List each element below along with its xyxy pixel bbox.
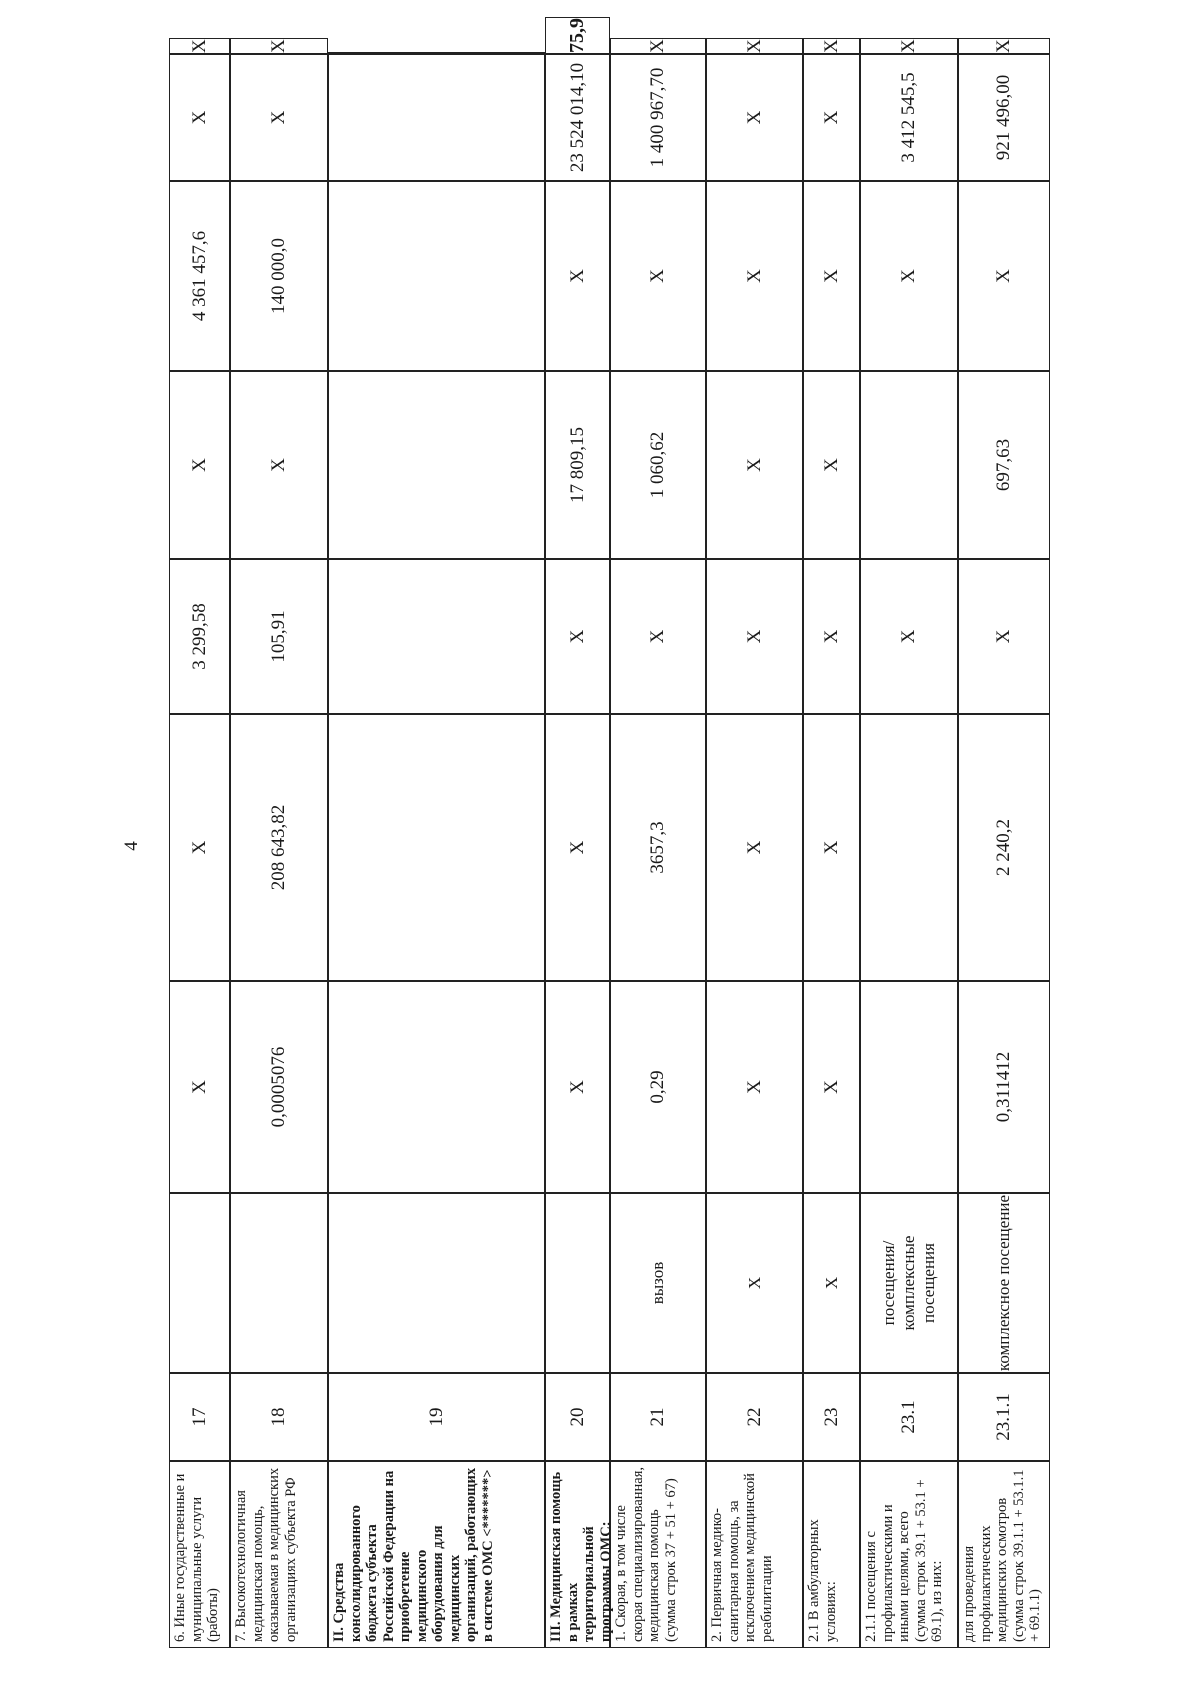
row-4-c3-text: X bbox=[566, 629, 588, 644]
row-9-c2 bbox=[958, 714, 1050, 981]
row-8-c1 bbox=[860, 981, 958, 1193]
row-5-c3 bbox=[610, 559, 706, 714]
row-3-c4 bbox=[328, 371, 545, 559]
row-3-c3 bbox=[328, 559, 545, 714]
row-1-c2 bbox=[169, 714, 230, 981]
row-4-c6 bbox=[545, 54, 610, 181]
row-5-unit-text: вызов bbox=[648, 1261, 667, 1305]
row-8-c5-text: X bbox=[898, 269, 919, 283]
row-8-c4 bbox=[860, 371, 958, 559]
row-9-c5-text: X bbox=[993, 269, 1014, 283]
row-5-c7 bbox=[610, 38, 706, 54]
row-2-c1-text: 0,0005076 bbox=[268, 1046, 289, 1128]
row-3-label bbox=[328, 1461, 545, 1648]
row-8-label bbox=[860, 1461, 958, 1648]
row-4-c5 bbox=[545, 181, 610, 371]
row-4-c6-text: 23 524 014,10 bbox=[566, 62, 588, 173]
row-5-c2 bbox=[610, 714, 706, 981]
row-7-row-no-text: 23 bbox=[820, 1407, 842, 1427]
row-2-unit bbox=[230, 1193, 328, 1373]
row-4-label-text: III. Медицинская помощь в рамках территориальной программы ОМС: bbox=[548, 1471, 614, 1642]
row-7-c4-text: X bbox=[820, 458, 842, 472]
row-9-label bbox=[958, 1461, 1050, 1648]
row-8-c6 bbox=[860, 54, 958, 181]
row-6-c3 bbox=[706, 559, 803, 714]
row-2-c4 bbox=[230, 371, 328, 559]
row-6-c5-text: X bbox=[743, 269, 765, 283]
row-9-c6-text: 921 496,00 bbox=[993, 74, 1014, 161]
row-7-c2-text: X bbox=[820, 840, 842, 855]
row-4-c1 bbox=[545, 981, 610, 1193]
row-3-c2 bbox=[328, 714, 545, 981]
row-1-row-no bbox=[169, 1373, 230, 1461]
row-4-c1-text: X bbox=[566, 1080, 588, 1094]
row-2-c2 bbox=[230, 714, 328, 981]
row-2-c6-text: X bbox=[268, 110, 289, 125]
row-6-c4 bbox=[706, 371, 803, 559]
row-4-c4 bbox=[545, 371, 610, 559]
row-2-c7-text: X bbox=[268, 39, 289, 53]
row-9-unit bbox=[958, 1193, 1050, 1373]
row-8-row-no bbox=[860, 1373, 958, 1461]
row-9-c7-text: X bbox=[993, 39, 1014, 53]
row-1-c6 bbox=[169, 54, 230, 181]
row-3-c6 bbox=[328, 54, 545, 181]
row-7-c5 bbox=[803, 181, 860, 371]
row-9-row-no bbox=[958, 1373, 1050, 1461]
row-4-c5-text: X bbox=[566, 269, 588, 283]
row-7-c6-text: X bbox=[820, 110, 842, 125]
row-6-c2-text: X bbox=[743, 840, 765, 855]
row-6-c1-text: X bbox=[743, 1080, 765, 1094]
row-9-c5 bbox=[958, 181, 1050, 371]
row-5-unit bbox=[610, 1193, 706, 1373]
row-1-c4-text: X bbox=[188, 458, 210, 472]
row-4-c2 bbox=[545, 714, 610, 981]
row-1-label bbox=[169, 1461, 230, 1648]
row-5-c7-text: X bbox=[647, 39, 668, 53]
row-5-c6-text: 1 400 967,70 bbox=[647, 67, 668, 168]
row-2-row-no-text: 18 bbox=[268, 1407, 289, 1427]
row-1-row-no-text: 17 bbox=[188, 1407, 210, 1427]
row-7-c5-text: X bbox=[820, 269, 842, 283]
row-6-c6 bbox=[706, 54, 803, 181]
row-9-c6 bbox=[958, 54, 1050, 181]
row-2-c3-text: 105,91 bbox=[268, 610, 289, 663]
row-9-c2-text: 2 240,2 bbox=[993, 819, 1014, 876]
row-7-c3-text: X bbox=[820, 629, 842, 644]
row-4-row-no-text: 20 bbox=[566, 1407, 588, 1427]
row-8-unit-text: посещения/комплексные посещения bbox=[879, 1235, 938, 1331]
row-8-row-no-text: 23.1 bbox=[898, 1400, 919, 1434]
row-5-c2-text: 3657,3 bbox=[647, 821, 668, 874]
row-7-c2 bbox=[803, 714, 860, 981]
row-7-label bbox=[803, 1461, 860, 1648]
row-5-row-no bbox=[610, 1373, 706, 1461]
row-2-c5 bbox=[230, 181, 328, 371]
row-2-c5-text: 140 000,0 bbox=[268, 238, 289, 314]
row-2-c1 bbox=[230, 981, 328, 1193]
row-7-c1 bbox=[803, 981, 860, 1193]
row-2-c7 bbox=[230, 38, 328, 54]
row-8-unit bbox=[860, 1193, 958, 1373]
row-1-unit bbox=[169, 1193, 230, 1373]
row-7-label-text: 2.1 В амбулаторных условиях: bbox=[806, 1519, 839, 1642]
row-4-c7-text: 75,9 bbox=[566, 18, 588, 53]
row-1-label-text: 6. Иные государственные и муниципальные услуги (работы) bbox=[172, 1473, 222, 1642]
row-9-c3 bbox=[958, 559, 1050, 714]
row-1-c3 bbox=[169, 559, 230, 714]
row-7-c7 bbox=[803, 38, 860, 54]
row-6-c7 bbox=[706, 38, 803, 54]
row-9-row-no-text: 23.1.1 bbox=[993, 1393, 1014, 1441]
row-6-row-no bbox=[706, 1373, 803, 1461]
row-2-label-text: 7. Высокотехнологичная медицинская помощь, оказываемая в медицинских организациях субъекта РФ bbox=[233, 1467, 299, 1642]
row-5-c1-text: 0,29 bbox=[647, 1070, 668, 1104]
row-6-c4-text: X bbox=[743, 458, 765, 472]
row-9-unit-text: комплексное посещение bbox=[994, 1194, 1013, 1372]
row-2-c2-text: 208 643,82 bbox=[268, 804, 289, 891]
row-5-c5-text: X bbox=[647, 269, 668, 283]
row-3-label-text: II. Средства консолидированного бюджета субъекта Российской Федерации на приобретение медицинского оборудования для медицинских организаций, работающих в системе ОМС <*******> bbox=[331, 1467, 496, 1642]
row-5-c6 bbox=[610, 54, 706, 181]
row-6-c6-text: X bbox=[743, 110, 765, 125]
row-1-c7-text: X bbox=[188, 39, 210, 53]
row-5-label-text: 1. Скорая, в том числе скорая специализированная, медицинская помощь (сумма строк 37 + 51 + 67) bbox=[613, 1466, 679, 1642]
row-5-c4-text: 1 060,62 bbox=[647, 431, 668, 499]
row-5-c5 bbox=[610, 181, 706, 371]
row-7-c7-text: X bbox=[820, 39, 842, 53]
row-2-row-no bbox=[230, 1373, 328, 1461]
row-8-c3-text: X bbox=[898, 629, 919, 644]
row-1-c4 bbox=[169, 371, 230, 559]
row-7-c4 bbox=[803, 371, 860, 559]
page-number: 4 bbox=[121, 841, 142, 851]
row-8-c6-text: 3 412 545,5 bbox=[898, 72, 919, 163]
row-8-c2 bbox=[860, 714, 958, 981]
row-6-row-no-text: 22 bbox=[743, 1407, 765, 1427]
row-6-label bbox=[706, 1461, 803, 1648]
row-8-c3 bbox=[860, 559, 958, 714]
row-7-unit-text: X bbox=[821, 1276, 841, 1290]
row-9-label-text: для проведения профилактических медицинских осмотров (сумма строк 39.1.1 + 53.1.1 + 69.1.1) bbox=[961, 1469, 1044, 1642]
row-4-c3 bbox=[545, 559, 610, 714]
row-3-c7 bbox=[328, 52, 545, 54]
row-4-row-no bbox=[545, 1373, 610, 1461]
row-5-c3-text: X bbox=[647, 629, 668, 644]
row-2-c4-text: X bbox=[268, 458, 289, 472]
row-1-c5 bbox=[169, 181, 230, 371]
row-9-c4-text: 697,63 bbox=[993, 438, 1014, 492]
row-2-label bbox=[230, 1461, 328, 1648]
row-4-c2-text: X bbox=[566, 840, 588, 855]
row-7-c1-text: X bbox=[820, 1080, 842, 1094]
row-3-c5 bbox=[328, 181, 545, 371]
row-4-c7 bbox=[545, 17, 610, 54]
row-1-c1-text: X bbox=[188, 1080, 210, 1094]
row-5-label bbox=[610, 1461, 706, 1648]
row-7-row-no bbox=[803, 1373, 860, 1461]
row-7-c6 bbox=[803, 54, 860, 181]
row-6-c5 bbox=[706, 181, 803, 371]
row-4-c4-text: 17 809,15 bbox=[566, 427, 588, 503]
row-6-unit bbox=[706, 1193, 803, 1373]
row-8-c7 bbox=[860, 38, 958, 54]
row-4-unit bbox=[545, 1193, 610, 1373]
row-1-c7 bbox=[169, 38, 230, 54]
row-7-unit bbox=[803, 1193, 860, 1373]
row-6-c7-text: X bbox=[743, 39, 765, 53]
row-1-c3-text: 3 299,58 bbox=[188, 603, 210, 670]
row-6-c1 bbox=[706, 981, 803, 1193]
row-5-row-no-text: 21 bbox=[647, 1407, 668, 1427]
row-5-c1 bbox=[610, 981, 706, 1193]
row-8-c5 bbox=[860, 181, 958, 371]
row-8-c7-text: X bbox=[898, 39, 919, 53]
row-9-c1 bbox=[958, 981, 1050, 1193]
row-2-c6 bbox=[230, 54, 328, 181]
row-7-c3 bbox=[803, 559, 860, 714]
row-6-label-text: 2. Первичная медико-санитарная помощь, за исключением медицинской реабилитации bbox=[709, 1473, 775, 1642]
row-2-c3 bbox=[230, 559, 328, 714]
row-5-c4 bbox=[610, 371, 706, 559]
row-3-c1 bbox=[328, 981, 545, 1193]
row-8-label-text: 2.1.1 посещения с профилактическими и иными целями, всего (сумма строк 39.1 + 53.1 + 69.1), из них: bbox=[863, 1479, 946, 1642]
row-6-c3-text: X bbox=[743, 629, 765, 644]
row-3-row-no-text: 19 bbox=[425, 1407, 447, 1427]
row-6-c2 bbox=[706, 714, 803, 981]
row-6-unit-text: X bbox=[744, 1276, 764, 1290]
row-3-unit bbox=[328, 1193, 545, 1373]
row-9-c3-text: X bbox=[993, 629, 1014, 644]
row-9-c4 bbox=[958, 371, 1050, 559]
row-1-c5-text: 4 361 457,6 bbox=[188, 230, 210, 322]
row-1-c1 bbox=[169, 981, 230, 1193]
row-9-c7 bbox=[958, 38, 1050, 54]
row-1-c6-text: X bbox=[188, 110, 210, 125]
row-1-c2-text: X bbox=[188, 840, 210, 855]
row-9-c1-text: 0,311412 bbox=[993, 1051, 1014, 1123]
row-4-label bbox=[545, 1461, 614, 1648]
row-3-row-no bbox=[328, 1373, 545, 1461]
